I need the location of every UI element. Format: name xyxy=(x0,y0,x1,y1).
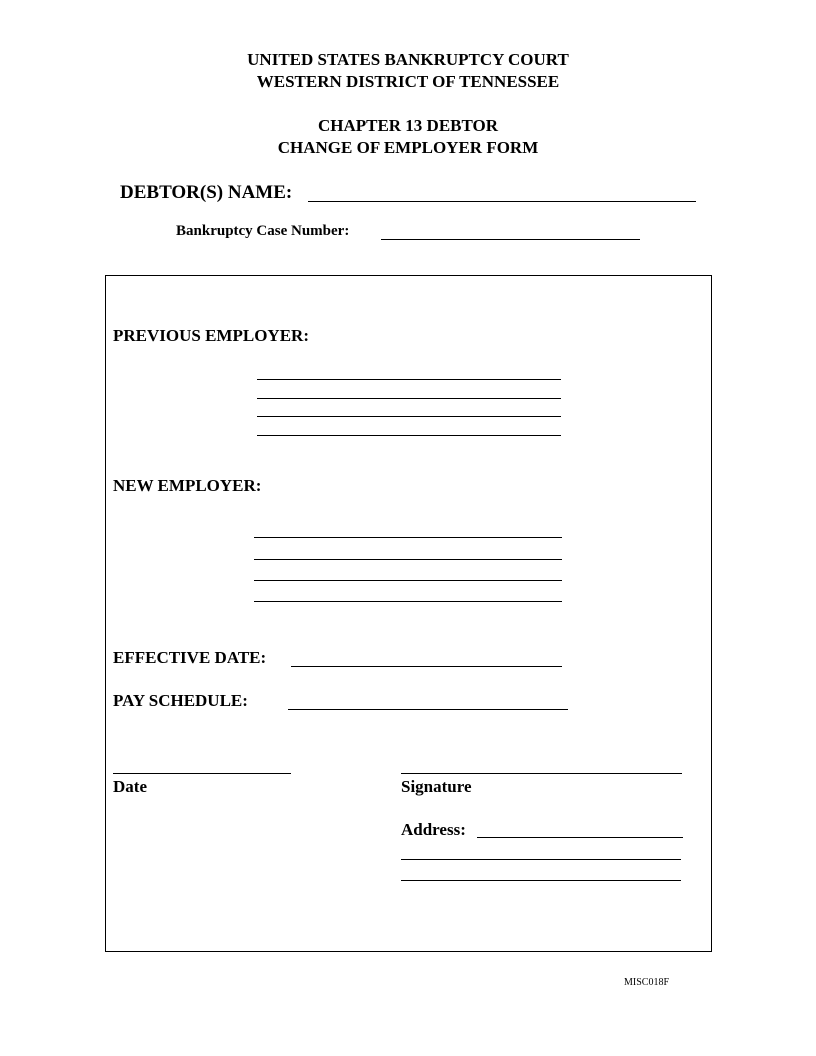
previous-employer-label: PREVIOUS EMPLOYER: xyxy=(113,326,309,345)
case-number-label: Bankruptcy Case Number: xyxy=(176,223,350,239)
new-employer-line-2[interactable] xyxy=(254,559,562,560)
new-employer-line-4[interactable] xyxy=(254,601,562,602)
date-field[interactable] xyxy=(113,773,291,774)
court-district: WESTERN DISTRICT OF TENNESSEE xyxy=(256,72,560,91)
pay-schedule-label: PAY SCHEDULE: xyxy=(113,691,248,710)
address-line-1[interactable] xyxy=(477,837,683,838)
effective-date-label: EFFECTIVE DATE: xyxy=(113,648,267,667)
new-employer-label: NEW EMPLOYER: xyxy=(113,476,262,495)
date-label: Date xyxy=(113,777,147,796)
debtor-name-field[interactable] xyxy=(308,201,696,202)
employer-form-box xyxy=(105,275,712,952)
previous-employer-line-3[interactable] xyxy=(257,416,561,417)
signature-field[interactable] xyxy=(401,773,682,774)
previous-employer-line-1[interactable] xyxy=(257,379,561,380)
new-employer-line-1[interactable] xyxy=(254,537,562,538)
previous-employer-line-4[interactable] xyxy=(257,435,561,436)
address-label: Address: xyxy=(401,820,466,839)
debtor-name-label: DEBTOR(S) NAME: xyxy=(120,182,293,203)
pay-schedule-field[interactable] xyxy=(288,709,568,710)
form-chapter: CHAPTER 13 DEBTOR xyxy=(317,116,499,135)
effective-date-field[interactable] xyxy=(291,666,562,667)
previous-employer-line-2[interactable] xyxy=(257,398,561,399)
address-line-2[interactable] xyxy=(401,859,681,860)
court-title: UNITED STATES BANKRUPTCY COURT xyxy=(247,50,569,69)
form-title: CHANGE OF EMPLOYER FORM xyxy=(277,138,539,157)
case-number-field[interactable] xyxy=(381,239,640,240)
address-line-3[interactable] xyxy=(401,880,681,881)
new-employer-line-3[interactable] xyxy=(254,580,562,581)
signature-label: Signature xyxy=(401,777,472,796)
form-code: MISC018F xyxy=(624,977,670,988)
